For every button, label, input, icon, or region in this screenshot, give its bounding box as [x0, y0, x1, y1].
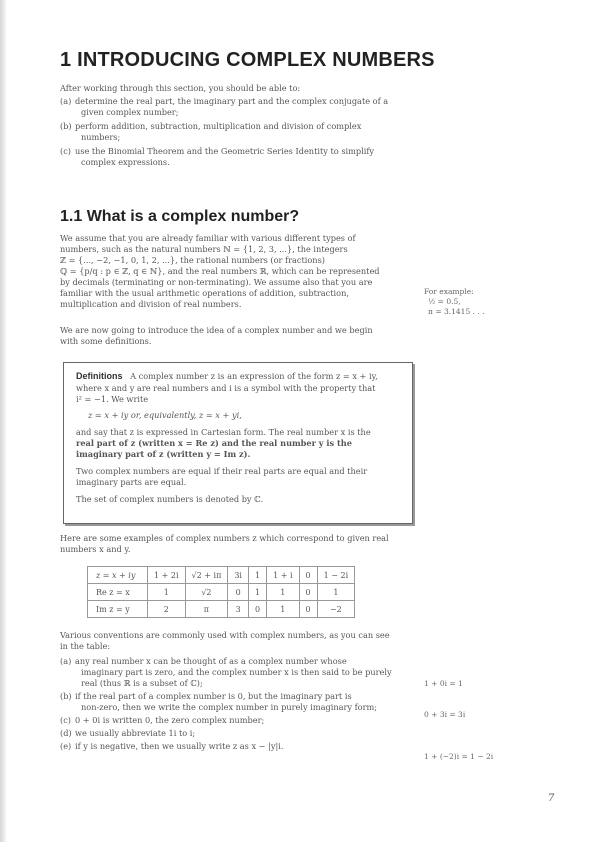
margin-note-line: π = 3.1415 . . .	[428, 307, 485, 316]
paragraph-number-types	[60, 233, 380, 310]
text-line: in the table:	[60, 641, 111, 651]
convention-line: real (thus ℝ is a subset of ℂ);	[81, 678, 203, 688]
table-cell: Im z = y	[88, 601, 148, 618]
text-line: Various conventions are commonly used with complex numbers, as you can see	[60, 630, 390, 640]
margin-note-example	[424, 287, 485, 317]
paragraph-introduction	[60, 325, 373, 347]
convention-line: non-zero, then we write the complex number in purely imaginary form;	[81, 702, 378, 712]
objective-line: complex expressions.	[81, 157, 170, 167]
convention-label: (d)	[60, 728, 72, 738]
convention-label: (c)	[60, 715, 71, 725]
convention-line: any real number x can be thought of as a complex number whose	[75, 656, 347, 666]
table-cell: 1 + i	[267, 567, 299, 584]
objectives-list	[60, 96, 388, 168]
table-cell: 3	[228, 601, 249, 618]
table-cell: z = x + iy	[88, 567, 148, 584]
table-cell: 1	[317, 584, 355, 601]
text-line: and say that z is expressed in Cartesian form. The real number x is the	[76, 427, 371, 437]
text-line: numbers x and y.	[60, 544, 131, 554]
table-cell: 1	[248, 584, 266, 601]
convention-label: (b)	[60, 691, 72, 701]
text-line: Two complex numbers are equal if their real parts are equal and their	[76, 466, 368, 476]
text-line: with some definitions.	[60, 336, 152, 346]
table-cell: −2	[317, 601, 355, 618]
convention-line: imaginary part is zero, and the complex number x is then said to be purely	[81, 667, 392, 677]
table-cell: 0	[299, 601, 317, 618]
text-line: A complex number z is an expression of the form z = x + iy,	[130, 371, 378, 381]
table-cell: 1	[148, 584, 186, 601]
table-row	[88, 584, 355, 601]
table-cell: 1	[248, 567, 266, 584]
table-cell: 0	[248, 601, 266, 618]
text-line: The set of complex numbers is denoted by ℂ.	[76, 494, 264, 504]
table-cell: 1 − 2i	[317, 567, 355, 584]
table-cell: 2	[148, 601, 186, 618]
text-line: by decimals (terminating or non-terminating). We assume also that you are	[60, 277, 373, 287]
objective-b	[60, 121, 388, 143]
text-line: ℚ = {p/q : p ∈ ℤ, q ∈ ℕ}, and the real numbers ℝ, which can be represented	[60, 266, 380, 276]
margin-note-purely-real: 1 + 0i = 1	[424, 679, 463, 688]
examples-table	[87, 566, 355, 618]
cartesian-formula: z = x + iy or, equivalently, z = x + yi,	[88, 410, 242, 420]
table-cell: 0	[299, 567, 317, 584]
text-line: We are now going to introduce the idea of a complex number and we begin	[60, 325, 373, 335]
table-row	[88, 567, 355, 584]
objective-line: determine the real part, the imaginary part and the complex conjugate of a	[75, 96, 389, 106]
objective-label: (a)	[60, 96, 72, 106]
convention-a	[60, 656, 392, 689]
margin-note-purely-imaginary: 0 + 3i = 3i	[424, 710, 466, 719]
table-cell: 3i	[228, 567, 249, 584]
objective-c	[60, 146, 388, 168]
convention-c	[60, 715, 392, 726]
page-number: 7	[548, 793, 555, 804]
convention-b	[60, 691, 392, 713]
paragraph-table-intro	[60, 533, 389, 555]
margin-note-negative-imaginary: 1 + (−2)i = 1 − 2i	[424, 752, 494, 761]
text-line: multiplication and division of real numbers.	[60, 299, 242, 309]
text-line: We assume that you are already familiar with various different types of	[60, 233, 356, 243]
margin-note-title: For example:	[424, 287, 474, 296]
table-row	[88, 601, 355, 618]
convention-line: if y is negative, then we usually write z as x − |y|i.	[75, 741, 284, 751]
table-cell: π	[185, 601, 228, 618]
table-cell: √2 + iπ	[185, 567, 228, 584]
text-line: i² = −1. We write	[76, 394, 149, 404]
text-line: where x and y are real numbers and i is a symbol with the property that	[76, 383, 376, 393]
objective-line: use the Binomial Theorem and the Geometric Series Identity to simplify	[75, 146, 375, 156]
convention-line: if the real part of a complex number is 0, but the imaginary part is	[75, 691, 352, 701]
table-cell: Re z = x	[88, 584, 148, 601]
text-line: imaginary part of z (written y = Im z).	[76, 449, 251, 459]
objective-label: (c)	[60, 146, 71, 156]
text-line: ℤ = {..., −2, −1, 0, 1, 2, ...}, the rational numbers (or fractions)	[60, 255, 325, 265]
table-cell: 1	[267, 601, 299, 618]
text-line: numbers, such as the natural numbers ℕ = {1, 2, 3, ...}, the integers	[60, 244, 348, 254]
table-cell: 1	[267, 584, 299, 601]
text-line: real part of z (written x = Re z) and the real number y is the	[76, 438, 352, 448]
definition-box	[63, 362, 413, 524]
convention-line: 0 + 0i is written 0, the zero complex number;	[75, 715, 265, 725]
text-line: imaginary parts are equal.	[76, 477, 187, 487]
convention-line: we usually abbreviate 1i to i;	[75, 728, 196, 738]
objective-line: given complex number;	[81, 107, 179, 117]
section-title: 1.1 What is a complex number?	[60, 208, 300, 225]
margin-note-line: ½ = 0.5,	[428, 297, 461, 306]
convention-label: (e)	[60, 741, 72, 751]
table-cell: 1 + 2i	[148, 567, 186, 584]
objective-label: (b)	[60, 121, 72, 131]
objective-line: perform addition, subtraction, multiplication and division of complex	[75, 121, 362, 131]
objective-a	[60, 96, 388, 118]
table-cell: 0	[299, 584, 317, 601]
chapter-title: 1 INTRODUCING COMPLEX NUMBERS	[60, 49, 435, 71]
table-cell: √2	[185, 584, 228, 601]
intro-text: After working through this section, you should be able to:	[60, 83, 301, 93]
page-edge-shadow	[0, 0, 6, 842]
definition-heading: Definitions	[76, 371, 123, 381]
objective-line: numbers;	[81, 132, 121, 142]
convention-label: (a)	[60, 656, 72, 666]
convention-e	[60, 741, 392, 752]
text-line: familiar with the usual arithmetic operations of addition, subtraction,	[60, 288, 349, 298]
convention-d	[60, 728, 392, 739]
definition-heading-line	[76, 371, 378, 382]
table-cell: 0	[228, 584, 249, 601]
conventions-list	[60, 656, 392, 752]
paragraph-conventions-intro	[60, 630, 390, 652]
text-line: Here are some examples of complex numbers z which correspond to given real	[60, 533, 389, 543]
